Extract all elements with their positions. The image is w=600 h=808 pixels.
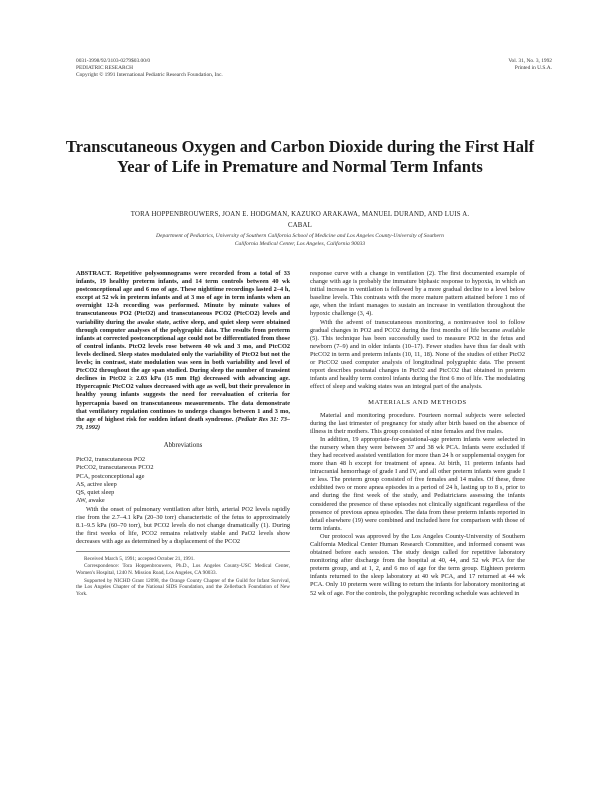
abstract bbox=[76, 270, 290, 432]
abbreviation-item: PCA, postconceptional age bbox=[76, 472, 145, 480]
body-paragraph: response curve with a change in ventilation (2). The first documented example of change with age is probably the immature biphasic response to hypoxia, in which an initial increase in ventilation is followed by a more gradual decline to a level below baseline levels. This contrasts with the more mature pattern attained before 1 mo of age, when the infant manages to sustain an increase in ventilation throughout the hypoxic challenge (3, 4). bbox=[310, 270, 525, 318]
footnotes bbox=[76, 556, 290, 598]
footnote: Received March 5, 1991; accepted October 21, 1991. bbox=[84, 555, 195, 562]
author-list: TORA HOPPENBROUWERS, JOAN E. HODGMAN, KAZUKO ARAKAWA, MANUEL DURAND, AND LUIS A. CABAL bbox=[130, 211, 470, 229]
abbreviation-item: QS, quiet sleep bbox=[76, 489, 115, 497]
header-line: Printed in U.S.A. bbox=[514, 64, 552, 71]
right-column bbox=[310, 270, 525, 598]
footnote: Supported by NICHD Grant 12098, the Orange County Chapter of the Guild for Infant Survival, the Los Angeles Chapter of the National SIDS Foundation, and the Zellerbach Foundation of New York. bbox=[76, 577, 290, 597]
abbreviation-item: PtcO2, transcutaneous PO2 bbox=[76, 455, 146, 463]
article-title: Transcutaneous Oxygen and Carbon Dioxide during the First Half Year of Life in Premature and Normal Term Infants bbox=[65, 137, 535, 176]
body-paragraph: In addition, 19 appropriate-for-gestational-age preterm infants were selected in the nursery when they were between 37 and 38 wk PCA. Infants were excluded if they had received assisted ventilation for more than 24 h or supplemental oxygen for more than 48 h except for treatment of apnea. At birth, 11 preterm infants had intracranial hemorrhage of grade I and IV, and all other preterm infants were grade I or less. The preterm group consisted of five females and 14 males. Of these, three exhibited two or more apnea episodes in a period of 24 h, lasting up to 8 s, prior to and during the first week of the study, and Pediatricians assessing the infants considered the presence of these episodes not clinically significant regardless of the presence of previous apnea episodes. The data from these preterm infants reported in detail elsewhere (19) were combined and included here for comparison with those of term infants. bbox=[310, 435, 525, 532]
body-paragraph: With the advent of transcutaneous monitoring, a noninvasive tool to follow gradual changes in PO2 and PCO2 during the first months of life became available (5). This technique has been successfully used to measure PO2 in the fetus and newborn (7–9) and in older infants (10–17). Fewer studies have thus far dealt with PtcCO2 in term and preterm infants (10, 11, 18). None of the studies of either PtcO2 or PtcCO2 used computer analysis of longitudinal polygraphic data. The present report describes postnatal changes in PtcO2 and PtcCO2 that obtained in preterm infants and healthy term control infants during the first 6 mo of life. The modulating effect of sleep and waking states was an integral part of the analysis. bbox=[310, 318, 525, 391]
abbreviation-item: AW, awake bbox=[76, 497, 105, 505]
abstract-text: Repetitive polysomnograms were recorded from a total of 33 infants, 19 healthy preterm infants, and 14 term controls between 40 wk postconceptional age and 6 mo of age. These nighttime recordings lasted 2–4 h, except at 52 wk in preterm infants and at 3 mo of age in term infants when an overnight 12-h recording was performed. Minute by minute values of transcutaneous PO2 (PtcO2) and transcutaneous PCO2 (PtcCO2) levels and variability during the awake state, active sleep, and quiet sleep were obtained through computer analyses of the polygraphic data. The results from preterm infants at corrected postconceptional age could not be differentiated from those of control infants. PtcO2 levels rose between 40 wk and 3 mo, and PtcCO2 levels declined. Sleep states modulated only the variability of PtcO2 but not the levels; in contrast, state modulation was seen in both variability and level of PtcCO2 throughout the age span studied. During sleep the number of transient declines in PtcO2 ≥ 2.03 kPa (15 mm Hg) decreased with advancing age. Hypercapnic PtcCO2 values decreased with age as well, but their prevalence in healthy young infants suggests the need for reevaluation of criteria for hypercapnia based on transcutaneous measurements. The data demonstrate that ventilatory regulation continues to undergo changes between 1 and 3 mo, the age of highest risk for sudden infant death syndrome. bbox=[76, 270, 290, 423]
author-affiliation: Department of Pediatrics, University of Southern California School of Medicine and Los Angeles County-University of Southern California Medical Center, Los Angeles, California 90033 bbox=[156, 233, 444, 248]
journal-header-right bbox=[508, 58, 552, 72]
methods-heading: MATERIALS AND METHODS bbox=[368, 399, 467, 407]
abstract-citation: (Pediatr Res 31: 73–79, 1992) bbox=[76, 415, 290, 431]
abbreviation-item: AS, active sleep bbox=[76, 480, 117, 488]
body-paragraph: Our protocol was approved by the Los Angeles County-University of Southern California Medical Center Human Research Committee, and informed consent was obtained before each session. The study design called for repetitive laboratory monitoring after discharge from the hospital at 40, 44, and 52 wk PCA for the preterm group, and at 1, 2, and 6 mo of age for the term group. Eighteen preterm infants returned to the sleep laboratory at 40 wk PCA, and 17 returned at 44 wk PCA. Only 10 preterm were willing to return the infants for laboratory monitoring at 52 wk of age. For the controls, the polygraphic recording schedule was achieved in bbox=[310, 532, 525, 597]
footnote: Correspondence: Tora Hoppenbrouwers, Ph.D., Los Angeles County-USC Medical Center, Women's Hospital, 1240 N. Mission Road, Los Angeles, CA 90033. bbox=[76, 563, 290, 576]
abbreviation-item: PtcCO2, transcutaneous PCO2 bbox=[76, 464, 154, 472]
footnote-divider bbox=[76, 551, 290, 552]
abbreviations-list bbox=[76, 456, 290, 506]
header-line: PEDIATRIC RESEARCH bbox=[76, 64, 134, 71]
left-column bbox=[76, 270, 290, 598]
body-paragraph: Material and monitoring procedure. Fourteen normal subjects were selected during the last trimester of pregnancy for study after birth based on the absence of illness in their mothers. This group consisted of nine females and five males. bbox=[310, 411, 525, 435]
intro-paragraph: With the onset of pulmonary ventilation after birth, arterial PO2 levels rapidly rise from the 2.7–4.1 kPa (20–30 torr) characteristic of the fetus to approximately 8.1–9.5 kPa (60–70 torr), but PCO2 levels do not change dramatically (1). During the first weeks of life, PCO2 remains relatively stable and PaO2 levels show decreases with age as determined by a displacement of the PCO2 bbox=[76, 505, 290, 546]
abbreviations-heading: Abbreviations bbox=[163, 441, 203, 449]
header-line: Vol. 31, No. 3, 1992 bbox=[508, 58, 552, 64]
header-line: 0031-3998/92/3103-0279$03.00/0 bbox=[76, 58, 151, 64]
header-line: Copyright © 1991 International Pediatric Research Foundation, Inc. bbox=[76, 71, 223, 78]
journal-header-left bbox=[76, 58, 223, 78]
abstract-lead: ABSTRACT. bbox=[76, 270, 112, 277]
